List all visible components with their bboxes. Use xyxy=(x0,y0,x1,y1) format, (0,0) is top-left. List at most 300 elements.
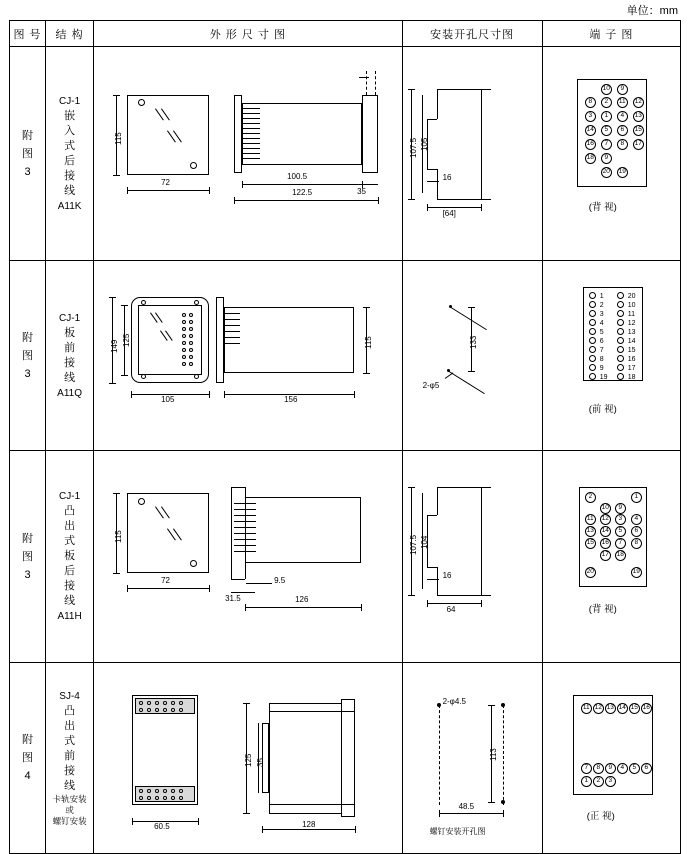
leader-dash xyxy=(366,71,367,95)
glass-hatch xyxy=(149,107,189,155)
structure-note-line: 或 xyxy=(65,805,74,815)
dim-tick xyxy=(113,573,120,574)
dim-line-horizontal xyxy=(127,190,209,191)
dim-tick xyxy=(439,810,440,817)
terminal-fin xyxy=(242,108,260,109)
terminal-circle: 6 xyxy=(617,125,628,136)
table-row xyxy=(10,451,681,663)
table-header xyxy=(10,21,681,47)
terminal-fin xyxy=(242,143,260,144)
dim-tick xyxy=(378,197,379,204)
terminal-circle: 7 xyxy=(581,763,592,774)
terminal-dot xyxy=(589,364,596,371)
fig-no-line: 附 xyxy=(22,331,34,344)
terminal-circle: 13 xyxy=(605,703,616,714)
terminal-caption: (背 视) xyxy=(588,604,617,615)
glass-hatch xyxy=(149,505,189,553)
dim-tick xyxy=(427,600,428,607)
structure-line: 前 xyxy=(64,750,76,762)
side-view-step xyxy=(269,805,270,813)
dim-tick xyxy=(132,818,133,825)
panel-line xyxy=(437,487,481,488)
dim-tick xyxy=(209,391,210,398)
terminal-circle: 5 xyxy=(601,125,612,136)
terminal-dot xyxy=(617,328,624,335)
terminal-circle: 10 xyxy=(600,503,611,514)
structure-line: 接 xyxy=(64,765,76,777)
terminal-circle: 1 xyxy=(631,492,642,503)
dim-line-horizontal xyxy=(242,184,362,185)
terminal-dot xyxy=(617,319,624,326)
cell-terminal-drawing xyxy=(542,47,680,261)
side-view-rear xyxy=(362,95,378,173)
terminal-dot xyxy=(617,346,624,353)
structure-line: 前 xyxy=(64,341,76,354)
dim-tick xyxy=(209,187,210,194)
side-view-bottom xyxy=(231,579,245,580)
panel-line xyxy=(437,169,438,199)
fig-no-line: 图 xyxy=(22,147,34,160)
cell-hole-drawing xyxy=(402,451,542,663)
terminal-fin xyxy=(224,331,240,332)
terminal-circle: 2 xyxy=(585,492,596,503)
structure-line: 线 xyxy=(64,371,76,384)
terminal-fin xyxy=(234,539,256,540)
dim-tick xyxy=(503,810,504,817)
terminal-circle: 19 xyxy=(617,167,628,178)
col-header-structure: 结 构 xyxy=(46,21,94,47)
structure-line: 出 xyxy=(64,720,76,732)
terminal-caption: (背 视) xyxy=(588,202,617,213)
hole-drawing-a11k xyxy=(403,47,542,260)
structure-line: 板 xyxy=(64,550,76,562)
dim-label-48-5: 48.5 xyxy=(458,802,475,811)
panel-line xyxy=(481,89,491,90)
terminal-number: 7 xyxy=(599,347,604,354)
fig-no-line: 附 xyxy=(22,129,34,142)
terminal-circle: 10 xyxy=(601,84,612,95)
terminal-dot xyxy=(589,319,596,326)
terminal-circle: 14 xyxy=(600,526,611,537)
terminal-dot xyxy=(589,328,596,335)
cell-structure xyxy=(46,451,94,663)
terminal-fin xyxy=(242,148,260,149)
structure-model: CJ-1 xyxy=(59,491,81,502)
terminal-number: 5 xyxy=(599,329,604,336)
terminal-number: 4 xyxy=(599,320,604,327)
dim-tick xyxy=(234,197,235,204)
dim-tick xyxy=(245,604,246,611)
structure-line: 接 xyxy=(64,356,76,369)
terminal-circle: 4 xyxy=(631,514,642,525)
terminal-number: 14 xyxy=(627,338,636,345)
panel-line xyxy=(427,169,437,170)
structure-line: 线 xyxy=(64,595,76,607)
terminal-dot xyxy=(617,364,624,371)
terminal-caption: (正 视) xyxy=(586,811,615,822)
terminal-circle: 14 xyxy=(617,703,628,714)
terminal-drawing-sj4 xyxy=(543,663,680,853)
terminal-number: 17 xyxy=(627,365,636,372)
terminal-dot xyxy=(617,292,624,299)
cell-fig-no xyxy=(10,47,46,261)
terminal-dot xyxy=(589,292,596,299)
terminal-number: 12 xyxy=(627,320,636,327)
terminal-number: 9 xyxy=(599,365,604,372)
terminal-circle: 16 xyxy=(600,538,611,549)
fig-no-line: 附 xyxy=(22,532,34,545)
dim-label-35: 35 xyxy=(357,187,367,196)
terminal-circle: 15 xyxy=(633,125,644,136)
dim-label-126: 126 xyxy=(295,595,309,604)
terminal-fin xyxy=(242,158,260,159)
dim-line-horizontal xyxy=(427,207,481,208)
cell-terminal-drawing xyxy=(542,451,680,663)
side-view-flange xyxy=(216,297,224,383)
fig-no-line: 3 xyxy=(24,165,31,178)
terminal-circle: 9 xyxy=(605,763,616,774)
side-view-step xyxy=(269,703,341,704)
terminal-number: 11 xyxy=(627,311,636,318)
terminal-circle: 11 xyxy=(617,97,628,108)
structure-line: 线 xyxy=(64,780,76,792)
terminal-fin xyxy=(234,521,256,522)
dim-tick xyxy=(408,89,415,90)
dim-label-133: 133 xyxy=(468,335,478,349)
dim-tick xyxy=(408,487,415,488)
dim-tick xyxy=(408,199,415,200)
dim-tick xyxy=(109,383,116,384)
dim-line-horizontal xyxy=(262,829,355,830)
dim-line-horizontal xyxy=(127,588,209,589)
terminal-circle: 8 xyxy=(593,763,604,774)
dim-line-horizontal xyxy=(349,184,378,185)
side-view-body xyxy=(234,95,242,173)
table-row xyxy=(10,261,681,451)
terminal-circle: 18 xyxy=(585,153,596,164)
panel-line xyxy=(481,89,482,199)
terminal-circle: 15 xyxy=(585,538,596,549)
terminal-fin xyxy=(242,118,260,119)
dim-tick xyxy=(198,818,199,825)
terminal-fin xyxy=(234,509,256,510)
hole-center-mark xyxy=(449,305,452,308)
structure-code: A11K xyxy=(57,200,82,212)
terminal-circle: 1 xyxy=(581,776,592,787)
fig-no-line: 附 xyxy=(22,734,34,746)
side-view-edge xyxy=(245,563,246,579)
terminal-fin xyxy=(242,138,260,139)
dim-tick xyxy=(224,391,225,398)
terminal-dot xyxy=(589,346,596,353)
dim-tick xyxy=(127,585,128,592)
terminal-circle: 11 xyxy=(585,514,596,525)
dim-line-horizontal xyxy=(231,592,255,593)
structure-line: 嵌 xyxy=(64,109,76,122)
terminal-circle: 7 xyxy=(601,139,612,150)
structure-code: A11Q xyxy=(57,387,82,399)
cell-outline-drawing xyxy=(94,451,402,663)
panel-line xyxy=(437,89,438,119)
terminal-circle: 13 xyxy=(633,111,644,122)
dim-tick xyxy=(243,703,250,704)
unit-note: 单位：mm xyxy=(626,5,678,17)
terminal-circle: 3 xyxy=(605,776,616,787)
terminal-circle: 12 xyxy=(633,97,644,108)
dim-label-105: 105 xyxy=(419,137,429,151)
outline-drawing-a11h xyxy=(94,451,401,662)
terminal-circle: 11 xyxy=(581,703,592,714)
panel-line xyxy=(481,199,491,200)
terminal-fin xyxy=(224,313,240,314)
terminal-fin xyxy=(224,319,240,320)
terminal-circle: 3 xyxy=(585,111,596,122)
dim-label-156: 156 xyxy=(284,395,298,404)
cell-outline-drawing xyxy=(94,663,402,854)
structure-model: CJ-1 xyxy=(59,95,81,107)
terminal-number: 6 xyxy=(599,338,604,345)
hole-drawing-a11h xyxy=(403,451,542,662)
cell-fig-no xyxy=(10,451,46,663)
dim-tick xyxy=(243,813,250,814)
hole-line xyxy=(450,307,486,330)
terminal-caption: (前 视) xyxy=(588,404,617,415)
structure-line: 凸 xyxy=(64,505,76,517)
terminal-circle: 5 xyxy=(615,526,626,537)
structure-line: 式 xyxy=(64,139,76,152)
cell-structure xyxy=(46,47,94,261)
dim-label-60-5: 60.5 xyxy=(154,822,170,831)
cell-structure xyxy=(46,261,94,451)
terminal-circle: 2 xyxy=(593,776,604,787)
side-view-main xyxy=(242,103,362,165)
terminal-number: 8 xyxy=(599,356,604,363)
terminal-drawing-a11q xyxy=(543,261,680,450)
col-header-hole: 安装开孔尺寸图 xyxy=(402,21,542,47)
terminal-circle: 5 xyxy=(629,763,640,774)
dim-label-16: 16 xyxy=(442,173,452,182)
dim-line-horizontal xyxy=(427,579,439,580)
terminal-fin xyxy=(234,545,256,546)
structure-note-line: 螺钉安装 xyxy=(52,816,87,826)
dim-label-125: 125 xyxy=(122,333,132,347)
outline-drawing-sj4 xyxy=(94,663,401,853)
dim-tick xyxy=(127,187,128,194)
dim-tick xyxy=(121,305,128,306)
outline-drawing-a11q xyxy=(94,261,401,450)
dim-tick xyxy=(109,297,116,298)
dim-line-horizontal xyxy=(439,813,503,814)
dim-label-64: [64] xyxy=(442,209,456,218)
side-view-front-cover xyxy=(341,699,355,817)
leader-dash xyxy=(375,71,376,95)
side-view-edge xyxy=(245,487,246,497)
dim-tick xyxy=(488,705,495,706)
terminal-circle: 15 xyxy=(629,703,640,714)
panel-line xyxy=(427,567,437,568)
table-row xyxy=(10,663,681,854)
dim-label-72: 72 xyxy=(161,178,171,187)
terminal-number: 3 xyxy=(599,311,604,318)
fig-no-line: 3 xyxy=(24,367,31,380)
col-header-outline: 外 形 尺 寸 图 xyxy=(94,21,402,47)
dim-tick xyxy=(481,204,482,211)
terminal-number: 1 xyxy=(599,293,604,300)
terminal-circle: 20 xyxy=(585,567,596,578)
structure-code: A11H xyxy=(57,611,82,622)
structure-line: 入 xyxy=(64,124,76,137)
outline-drawing-a11k xyxy=(94,47,401,260)
dim-tick xyxy=(468,371,475,372)
terminal-circle: 13 xyxy=(585,526,596,537)
hole-drawing-a11q xyxy=(403,261,542,450)
dim-label-107-5: 107.5 xyxy=(408,534,418,555)
terminal-dot xyxy=(589,337,596,344)
structure-line: 后 xyxy=(64,565,76,577)
structure-line: 接 xyxy=(64,580,76,592)
terminal-drawing-a11h xyxy=(543,451,680,662)
fig-no-line: 图 xyxy=(22,550,34,563)
terminal-circle: 17 xyxy=(600,550,611,561)
structure-line: 接 xyxy=(64,169,76,182)
terminal-number: 18 xyxy=(627,374,636,381)
dim-label-115: 115 xyxy=(114,132,124,145)
terminal-number: 13 xyxy=(627,329,636,336)
terminal-fin xyxy=(224,337,240,338)
structure-model: SJ-4 xyxy=(59,691,80,702)
hole-center-mark xyxy=(447,369,450,372)
terminal-circle: 20 xyxy=(601,167,612,178)
dim-tick xyxy=(363,307,370,308)
terminal-fin xyxy=(242,123,260,124)
terminal-fin xyxy=(242,113,260,114)
fig-no-line: 3 xyxy=(24,568,31,581)
terminal-dot xyxy=(617,373,624,380)
cell-terminal-drawing xyxy=(542,261,680,451)
dim-line-horizontal xyxy=(427,603,481,604)
terminal-circle: 1 xyxy=(601,111,612,122)
dim-tick xyxy=(113,493,120,494)
dim-label-64: 64 xyxy=(446,605,456,614)
panel-line xyxy=(437,89,481,90)
terminal-dot xyxy=(589,301,596,308)
panel-line xyxy=(437,199,481,200)
dim-tick xyxy=(361,604,362,611)
structure-line: 后 xyxy=(64,154,76,167)
dim-tick xyxy=(355,826,356,833)
dim-label-16: 16 xyxy=(442,571,452,580)
structure-line: 凸 xyxy=(64,705,76,717)
terminal-circle: 4 xyxy=(617,763,628,774)
cell-hole-drawing xyxy=(402,47,542,261)
panel-line xyxy=(437,487,438,515)
structure-line: 板 xyxy=(64,326,76,339)
fig-no-line: 4 xyxy=(24,770,31,782)
table-row xyxy=(10,47,681,261)
terminal-drawing-a11k xyxy=(543,47,680,260)
dim-line-horizontal xyxy=(234,200,378,201)
terminal-circle: 6 xyxy=(631,526,642,537)
structure-line: 式 xyxy=(64,535,76,547)
terminal-circle: 17 xyxy=(633,139,644,150)
terminal-dot xyxy=(617,337,624,344)
panel-line xyxy=(427,119,437,120)
panel-line xyxy=(481,595,491,596)
hole-caption: 螺钉安装开孔图 xyxy=(429,827,486,836)
structure-line: 出 xyxy=(64,520,76,532)
leader-line xyxy=(444,372,453,379)
hole-line xyxy=(448,371,484,394)
dim-label-128: 128 xyxy=(302,820,316,829)
dim-tick xyxy=(354,391,355,398)
side-view-edge xyxy=(231,487,232,579)
terminal-dot xyxy=(589,310,596,317)
terminal-fin xyxy=(234,533,256,534)
col-header-terminal: 端 子 图 xyxy=(542,21,680,47)
terminal-number: 20 xyxy=(627,293,636,300)
dim-label-2-phi5: 2-φ5 xyxy=(422,381,440,390)
terminal-circle: 8 xyxy=(617,139,628,150)
cell-fig-no xyxy=(10,261,46,451)
terminal-fin xyxy=(234,503,256,504)
terminal-fin xyxy=(242,133,260,134)
terminal-dot xyxy=(617,355,624,362)
dim-tick xyxy=(121,375,128,376)
dim-tick xyxy=(481,600,482,607)
cell-fig-no xyxy=(10,663,46,854)
hole-axis xyxy=(503,705,504,805)
structure-model: CJ-1 xyxy=(59,312,81,324)
terminal-number: 10 xyxy=(627,302,636,309)
terminal-circle: 9 xyxy=(617,84,628,95)
dim-label-113: 113 xyxy=(488,748,498,761)
spec-table xyxy=(9,20,681,854)
terminal-circle: 16 xyxy=(641,703,652,714)
terminal-fin xyxy=(224,325,240,326)
terminal-circle: 18 xyxy=(615,550,626,561)
dim-line-horizontal xyxy=(246,583,272,584)
terminal-circle: 12 xyxy=(593,703,604,714)
dim-label-125: 125 xyxy=(244,753,254,767)
leader-line xyxy=(359,77,369,78)
col-header-fig-no: 图 号 xyxy=(10,21,46,47)
panel-line xyxy=(437,567,438,595)
hole-axis xyxy=(439,705,440,805)
hole-drawing-sj4 xyxy=(403,663,542,853)
dim-label-115: 115 xyxy=(114,530,124,543)
cell-outline-drawing xyxy=(94,47,402,261)
dim-tick xyxy=(262,826,263,833)
terminal-fin xyxy=(234,515,256,516)
terminal-number: 15 xyxy=(627,347,636,354)
terminal-circle: 3 xyxy=(615,514,626,525)
dim-tick xyxy=(113,175,120,176)
dim-tick xyxy=(131,391,132,398)
terminal-number: 16 xyxy=(627,356,636,363)
dim-tick xyxy=(488,802,495,803)
side-view-step xyxy=(269,813,341,814)
terminal-dot xyxy=(589,355,596,362)
terminal-number: 19 xyxy=(599,374,608,381)
structure-line: 线 xyxy=(64,184,76,197)
terminal-fin xyxy=(242,128,260,129)
dim-label-107-5: 107.5 xyxy=(408,137,418,158)
structure-line: 式 xyxy=(64,735,76,747)
terminal-circle: 16 xyxy=(585,139,596,150)
dim-tick xyxy=(408,595,415,596)
terminal-circle: 9 xyxy=(601,153,612,164)
panel-line xyxy=(481,487,482,595)
